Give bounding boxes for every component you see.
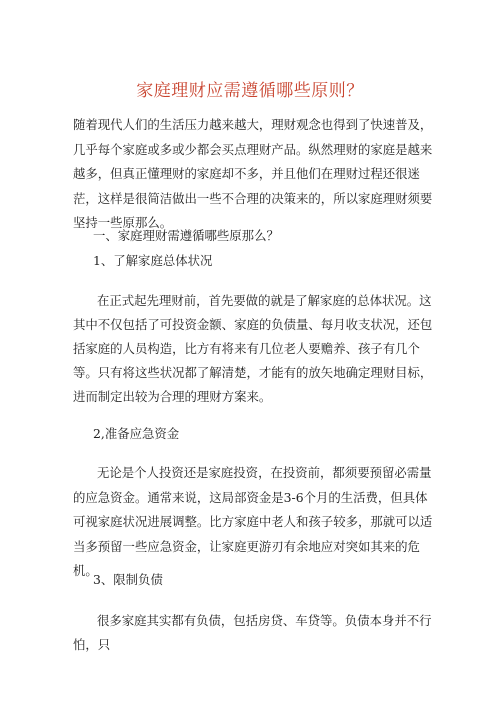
intro-paragraph: 随着现代人们的生活压力越来越大，理财观念也得到了快速普及，几乎每个家庭或多或少都会买点理财产品。纵然理财的家庭是越来越多，但真正懂理财的家庭却不多，并且他们在理财过程还很迷茫，这样是很简洁做出一些不合理的决策来的，所以家庭理财须要坚持一些原那么。	[73, 117, 433, 230]
item-heading-3: 3、限制负债	[93, 572, 163, 587]
item-paragraph-3: 很多家庭其实都有负债，包括房贷、车贷等。负债本身并不行怕，只	[73, 613, 432, 652]
section-heading: 一、家庭理财需遵循哪些原那么？	[93, 228, 279, 243]
page-title: 家庭理财应需遵循哪些原则？	[136, 81, 364, 101]
item-paragraph-2: 无论是个人投资还是家庭投资，在投资前，都须要预留必需量的应急资金。通常来说，这局部资金是3-6个月的生活费，但具体可视家庭状况进展调整。比方家庭中老人和孩子较多，那就可以适当多预留一些应急资金，让家庭更游刃有余地应对突如其来的危机。	[73, 465, 433, 578]
item-paragraph-1: 在正式起先理财前，首先要做的就是了解家庭的总体状况。这其中不仅包括了可投资金额、家庭的负债量、每月收支状况，还包括家庭的人员构造，比方有将来有几位老人要赡养、孩子有几个等。只有将这些状况都了解清楚，才能有的放矢地确定理财目标，进而制定出较为合理的理财方案来。	[73, 293, 433, 404]
item-heading-2: 2,准备应急资金	[93, 426, 180, 441]
item-heading-1: 1、了解家庭总体状况	[93, 253, 213, 268]
